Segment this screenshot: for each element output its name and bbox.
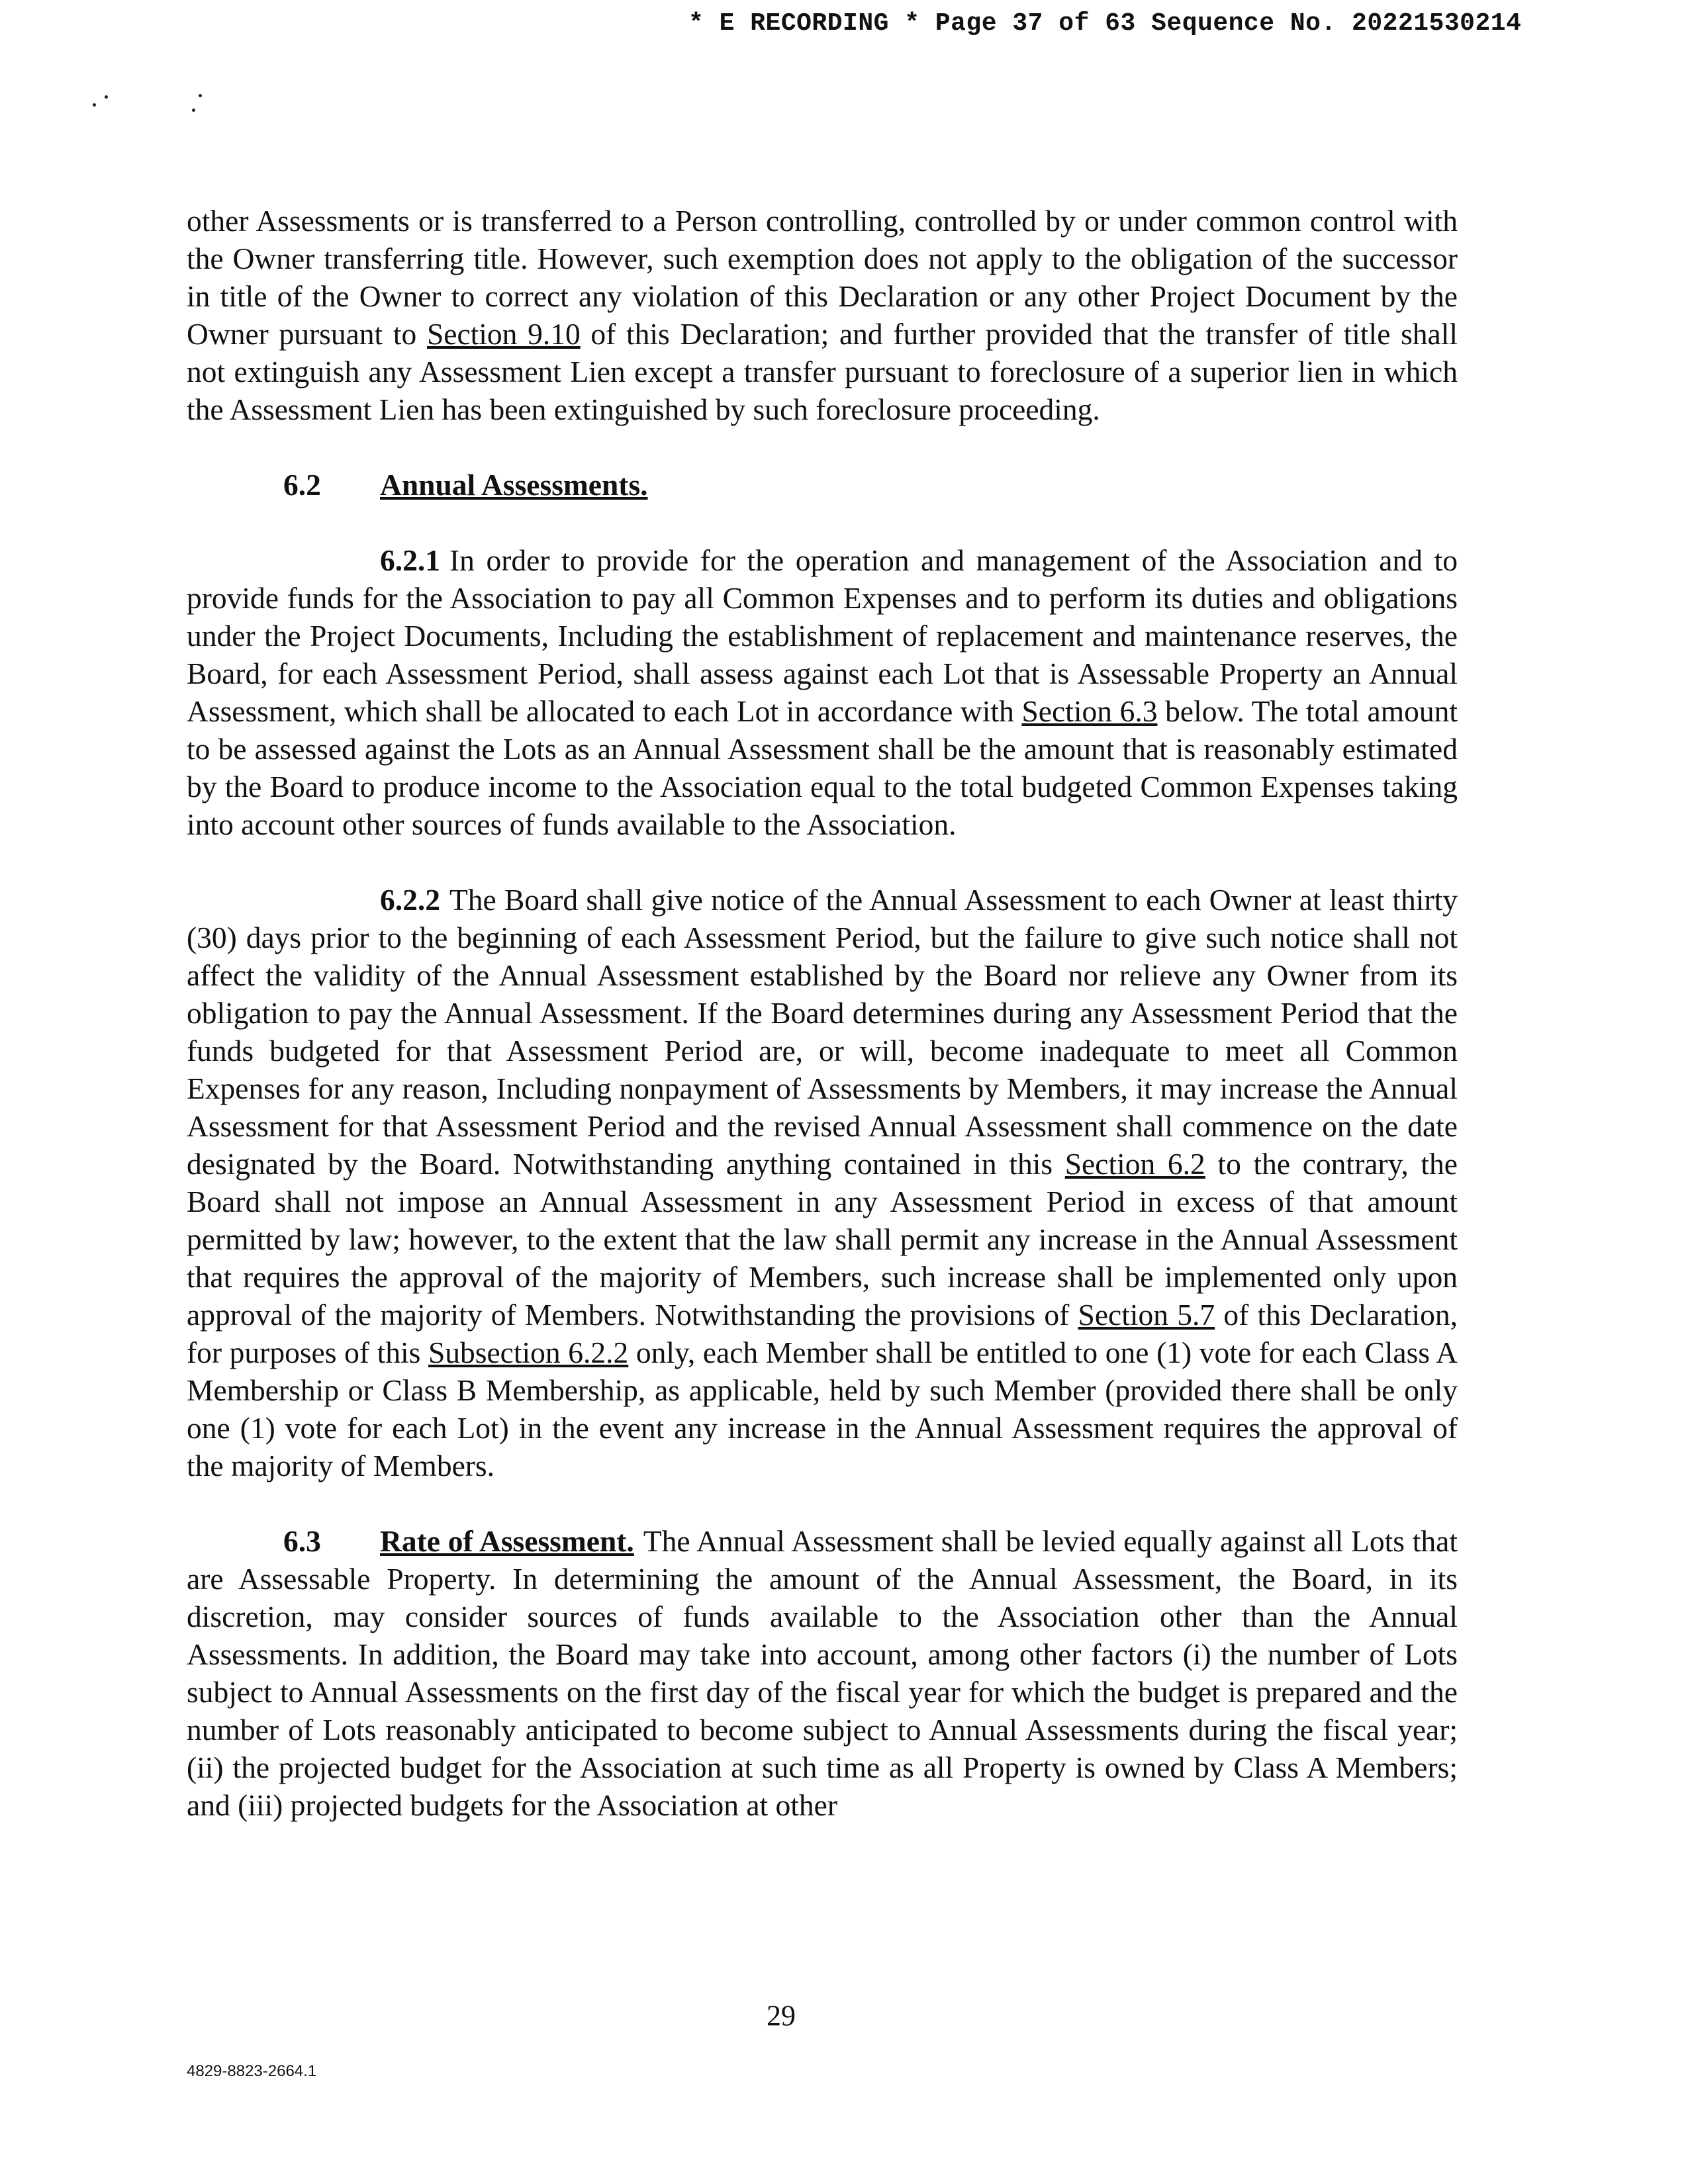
text-run: to the contrary, the Board shall not impose an Annual Assessment in any Assessment Period in excess of that amount permitted by law; however, to the extent that the law shall permit any increase in the Annual Assessment that requires the approval of the majority of Members, such increase shall be implemented only upon approval of the majority of Members. Notwithstanding the provisions of xyxy=(187,1147,1458,1332)
text-run: The Annual Assessment shall be levied equally against all Lots that are Assessable Property. In determining the amount of the Annual Assessment, the Board, in its discretion, may consider sources of funds available to the Association other than the Annual Assessments. In addition, the Board may take into account, among other factors (i) the number of Lots subject to Annual Assessments on the first day of the fiscal year for which the budget is prepared and the number of Lots reasonably anticipated to become subject to Annual Assessments during the fiscal year; (ii) the projected budget for the Association at such time as all Property is owned by Class A Members; and (iii) projected budgets for the Association at other xyxy=(187,1524,1458,1822)
recording-stamp: * E RECORDING * Page 37 of 63 Sequence No. 20221530214 xyxy=(688,9,1522,38)
section-heading-6-2 xyxy=(187,466,1458,504)
subsection-number: 6.2.1 xyxy=(380,543,440,577)
text-run: only, each Member shall be entitled to one (1) vote for each Class A Membership or Class B Membership, as applicable, held by such Member (provided there shall be only one (1) vote for each Lot) in the event any increase in the Annual Assessment requires the approval of the majority of Members. xyxy=(187,1336,1458,1482)
subsection-6-2-1 xyxy=(187,541,1458,843)
section-number: 6.2 xyxy=(283,468,321,502)
continuation-paragraph xyxy=(187,202,1458,428)
section-6-3 xyxy=(187,1522,1458,1824)
section-reference: Subsection 6.2.2 xyxy=(428,1336,629,1369)
section-title: Rate of Assessment. xyxy=(380,1524,634,1558)
text-run: of this Declaration, for purposes of this xyxy=(187,1298,1458,1369)
text-run: The Board shall give notice of the Annual Assessment to each Owner at least thirty (30) days prior to the beginning of each Assessment Period, but the failure to give such notice shall not affect the validity of the Annual Assessment established by the Board nor relieve any Owner from its obligation to pay the Annual Assessment. If the Board determines during any Assessment Period that the funds budgeted for that Assessment Period are, or will, become inadequate to meet all Common Expenses for any reason, Including nonpayment of Assessments by Members, it may increase the Annual Assessment for that Assessment Period and the revised Annual Assessment shall commence on the date designated by the Board. Notwithstanding anything contained in this xyxy=(187,883,1458,1181)
text-run: below. The total amount to be assessed against the Lots as an Annual Assessment shall be the amount that is reasonably estimated by the Board to produce income to the Association equal to the total budgeted Common Expenses taking into account other sources of funds available to the Association. xyxy=(187,694,1458,841)
section-reference: Section 6.2 xyxy=(1064,1147,1205,1181)
text-run: other Assessments or is transferred to a Person controlling, controlled by or under common control with the Owner transferring title. However, such exemption does not apply to the obligation of the successor in title of the Owner to correct any violation of this Declaration or any other Project Document by the Owner pursuant to xyxy=(187,204,1458,351)
section-reference: Section 5.7 xyxy=(1078,1298,1215,1332)
document-body xyxy=(187,202,1458,1824)
subsection-6-2-2 xyxy=(187,881,1458,1484)
section-reference: Section 9.10 xyxy=(426,317,581,351)
section-reference: Section 6.3 xyxy=(1021,694,1158,728)
document-id: 4829-8823-2664.1 xyxy=(187,2062,317,2080)
page-number: 29 xyxy=(767,1999,796,2032)
section-number: 6.3 xyxy=(283,1524,321,1558)
section-title: Annual Assessments. xyxy=(380,468,648,502)
text-run: of this Declaration; and further provided that the transfer of title shall not extinguish any Assessment Lien except a transfer pursuant to foreclosure of a superior lien in which the Assessment Lien has been extinguished by such foreclosure proceeding. xyxy=(187,317,1458,426)
scan-specks xyxy=(86,93,232,126)
text-run: In order to provide for the operation and management of the Association and to provide funds for the Association to pay all Common Expenses and to perform its duties and obligations under the Project Documents, Including the establishment of replacement and maintenance reserves, the Board, for each Assessment Period, shall assess against each Lot that is Assessable Property an Annual Assessment, which shall be allocated to each Lot in accordance with xyxy=(187,543,1458,728)
subsection-number: 6.2.2 xyxy=(380,883,440,917)
